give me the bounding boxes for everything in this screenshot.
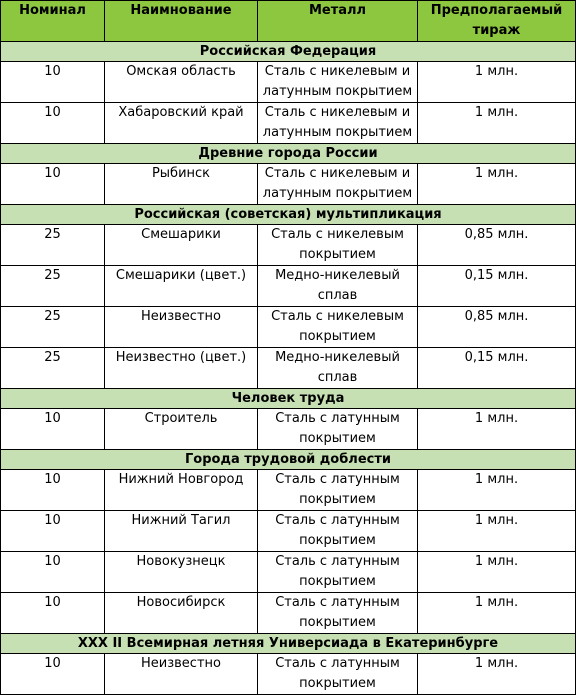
table-row	[1, 654, 576, 695]
section-title: Города трудовой доблести	[1, 450, 576, 470]
section-title: Российская (советская) мультипликация	[1, 205, 576, 225]
cell-metal: Сталь с латунным покрытием	[258, 470, 418, 511]
table-row	[1, 62, 576, 103]
table-row	[1, 225, 576, 266]
cell-metal: Сталь с латунным покрытием	[258, 552, 418, 593]
section-title: Российская Федерация	[1, 42, 576, 62]
section-row	[1, 144, 576, 164]
table-header	[1, 1, 576, 42]
table-row	[1, 307, 576, 348]
cell-name: Смешарики	[105, 225, 258, 266]
cell-nominal: 10	[1, 593, 105, 634]
header-row	[1, 1, 576, 42]
cell-nominal: 10	[1, 552, 105, 593]
cell-name: Нижний Новгород	[105, 470, 258, 511]
cell-nominal: 10	[1, 409, 105, 450]
cell-nominal: 25	[1, 225, 105, 266]
cell-metal: Сталь с латунным покрытием	[258, 511, 418, 552]
cell-mintage: 0,85 млн.	[418, 225, 576, 266]
table-row	[1, 552, 576, 593]
cell-metal: Сталь с никелевым и латунным покрытием	[258, 62, 418, 103]
cell-name: Строитель	[105, 409, 258, 450]
section-row	[1, 205, 576, 225]
section-row	[1, 42, 576, 62]
header-mintage: Предполагаемый тираж	[418, 1, 576, 42]
cell-metal: Сталь с никелевым и латунным покрытием	[258, 103, 418, 144]
table-body	[1, 42, 576, 695]
cell-mintage: 1 млн.	[418, 409, 576, 450]
header-metal: Металл	[258, 1, 418, 42]
cell-mintage: 1 млн.	[418, 593, 576, 634]
cell-metal: Сталь с никелевым покрытием	[258, 225, 418, 266]
cell-nominal: 25	[1, 348, 105, 389]
cell-mintage: 0,15 млн.	[418, 348, 576, 389]
header-name: Наимнование	[105, 1, 258, 42]
cell-mintage: 1 млн.	[418, 470, 576, 511]
cell-nominal: 10	[1, 470, 105, 511]
table-row	[1, 348, 576, 389]
cell-name: Хабаровский край	[105, 103, 258, 144]
cell-metal: Сталь с латунным покрытием	[258, 409, 418, 450]
cell-metal: Сталь с латунным покрытием	[258, 654, 418, 695]
cell-nominal: 10	[1, 103, 105, 144]
cell-mintage: 1 млн.	[418, 511, 576, 552]
cell-mintage: 1 млн.	[418, 103, 576, 144]
cell-nominal: 25	[1, 266, 105, 307]
cell-metal: Сталь с никелевым и латунным покрытием	[258, 164, 418, 205]
cell-metal: Медно-никелевый сплав	[258, 266, 418, 307]
cell-name: Рыбинск	[105, 164, 258, 205]
table-row	[1, 470, 576, 511]
cell-metal: Сталь с никелевым покрытием	[258, 307, 418, 348]
cell-mintage: 1 млн.	[418, 552, 576, 593]
table-row	[1, 593, 576, 634]
table-row	[1, 103, 576, 144]
section-title: Древние города России	[1, 144, 576, 164]
cell-name: Омская область	[105, 62, 258, 103]
table-row	[1, 164, 576, 205]
cell-mintage: 1 млн.	[418, 164, 576, 205]
section-title: Человек труда	[1, 389, 576, 409]
cell-name: Смешарики (цвет.)	[105, 266, 258, 307]
cell-mintage: 0,15 млн.	[418, 266, 576, 307]
cell-name: Неизвестно (цвет.)	[105, 348, 258, 389]
cell-nominal: 10	[1, 511, 105, 552]
cell-nominal: 10	[1, 654, 105, 695]
cell-nominal: 25	[1, 307, 105, 348]
cell-mintage: 1 млн.	[418, 62, 576, 103]
cell-name: Новосибирск	[105, 593, 258, 634]
header-nominal: Номинал	[1, 1, 105, 42]
cell-metal: Медно-никелевый сплав	[258, 348, 418, 389]
section-row	[1, 450, 576, 470]
cell-mintage: 1 млн.	[418, 654, 576, 695]
cell-metal: Сталь с латунным покрытием	[258, 593, 418, 634]
table-row	[1, 266, 576, 307]
cell-nominal: 10	[1, 164, 105, 205]
cell-name: Нижний Тагил	[105, 511, 258, 552]
cell-mintage: 0,85 млн.	[418, 307, 576, 348]
section-row	[1, 634, 576, 654]
cell-name: Неизвестно	[105, 654, 258, 695]
cell-name: Новокузнецк	[105, 552, 258, 593]
table-row	[1, 511, 576, 552]
cell-name: Неизвестно	[105, 307, 258, 348]
table-row	[1, 409, 576, 450]
section-title: XXX II Всемирная летняя Универсиада в Екатеринбурге	[1, 634, 576, 654]
section-row	[1, 389, 576, 409]
cell-nominal: 10	[1, 62, 105, 103]
